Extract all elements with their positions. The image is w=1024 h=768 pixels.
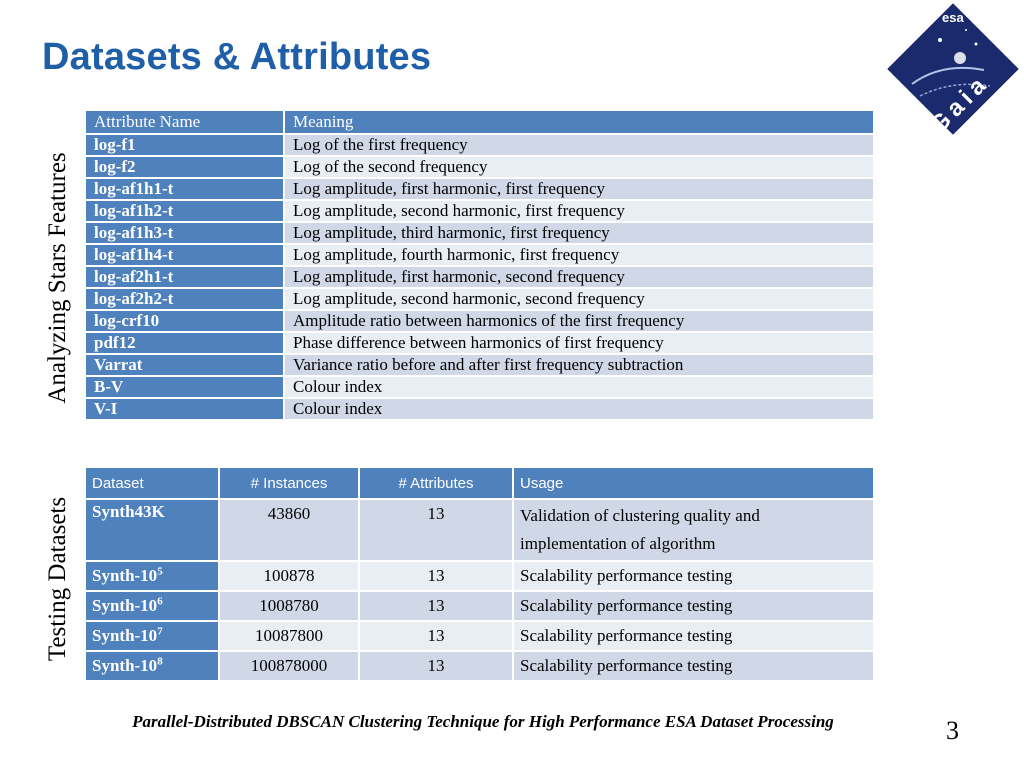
dataset-name: Synth-10 bbox=[92, 626, 158, 645]
usage-cell: Scalability performance testing bbox=[513, 561, 874, 591]
slide-title: Datasets & Attributes bbox=[42, 36, 432, 78]
instances-cell: 100878 bbox=[219, 561, 359, 591]
header-attributes: # Attributes bbox=[359, 467, 513, 499]
instances-cell: 10087800 bbox=[219, 621, 359, 651]
gaia-esa-logo-icon bbox=[880, 0, 1024, 140]
dataset-name-cell bbox=[85, 561, 219, 591]
header-dataset: Dataset bbox=[85, 467, 219, 499]
attributes-cell: 13 bbox=[359, 621, 513, 651]
attribute-meaning-cell: Log amplitude, second harmonic, first frequency bbox=[284, 200, 874, 222]
usage-cell: Scalability performance testing bbox=[513, 651, 874, 681]
table-row bbox=[85, 621, 874, 651]
attribute-name-cell: log-af1h4-t bbox=[85, 244, 284, 266]
attribute-meaning-cell: Amplitude ratio between harmonics of the first frequency bbox=[284, 310, 874, 332]
slide-footer: Parallel-Distributed DBSCAN Clustering Technique for High Performance ESA Dataset Processing bbox=[132, 712, 834, 731]
attribute-name-cell: pdf12 bbox=[85, 332, 284, 354]
header-meaning: Meaning bbox=[284, 110, 874, 134]
dataset-exponent: 8 bbox=[157, 655, 163, 668]
gaia-logo-text: Gaia bbox=[924, 68, 995, 139]
attribute-name-cell: log-f1 bbox=[85, 134, 284, 156]
attribute-name-cell: log-af2h1-t bbox=[85, 266, 284, 288]
table-row bbox=[85, 310, 874, 332]
instances-cell: 1008780 bbox=[219, 591, 359, 621]
table-row bbox=[85, 288, 874, 310]
usage-cell: Scalability performance testing bbox=[513, 591, 874, 621]
instances-cell: 100878000 bbox=[219, 651, 359, 681]
table-row bbox=[85, 200, 874, 222]
table-row bbox=[85, 266, 874, 288]
attribute-name-cell: log-af1h1-t bbox=[85, 178, 284, 200]
table-row bbox=[85, 244, 874, 266]
table-row bbox=[85, 561, 874, 591]
attributes-cell: 13 bbox=[359, 561, 513, 591]
header-instances: # Instances bbox=[219, 467, 359, 499]
dataset-exponent: 5 bbox=[157, 565, 163, 578]
usage-cell: Scalability performance testing bbox=[513, 621, 874, 651]
attribute-meaning-cell: Phase difference between harmonics of first frequency bbox=[284, 332, 874, 354]
usage-cell: Validation of clustering quality and implementation of algorithm bbox=[513, 499, 874, 561]
table-row bbox=[85, 178, 874, 200]
attribute-meaning-cell: Log amplitude, fourth harmonic, first frequency bbox=[284, 244, 874, 266]
attribute-meaning-cell: Log amplitude, second harmonic, second frequency bbox=[284, 288, 874, 310]
dataset-name: Synth43K bbox=[92, 502, 165, 521]
page-number: 3 bbox=[946, 716, 959, 745]
datasets-table bbox=[84, 466, 875, 682]
attribute-meaning-cell: Colour index bbox=[284, 398, 874, 420]
table-row bbox=[85, 332, 874, 354]
attribute-name-cell: log-af2h2-t bbox=[85, 288, 284, 310]
attribute-meaning-cell: Log of the second frequency bbox=[284, 156, 874, 178]
attributes-table bbox=[84, 109, 875, 421]
attribute-name-cell: B-V bbox=[85, 376, 284, 398]
attributes-cell: 13 bbox=[359, 591, 513, 621]
datasets-header-row bbox=[85, 467, 874, 499]
dataset-name: Synth-10 bbox=[92, 656, 158, 675]
attributes-cell: 13 bbox=[359, 651, 513, 681]
table-row bbox=[85, 354, 874, 376]
table-row bbox=[85, 398, 874, 420]
attribute-meaning-cell: Log amplitude, third harmonic, first frequency bbox=[284, 222, 874, 244]
table-row bbox=[85, 222, 874, 244]
table-row bbox=[85, 156, 874, 178]
table-row bbox=[85, 376, 874, 398]
attribute-name-cell: log-f2 bbox=[85, 156, 284, 178]
attribute-name-cell: log-af1h3-t bbox=[85, 222, 284, 244]
table-row bbox=[85, 499, 874, 561]
dataset-name-cell bbox=[85, 591, 219, 621]
dataset-exponent: 7 bbox=[157, 625, 163, 638]
attribute-meaning-cell: Variance ratio before and after first frequency subtraction bbox=[284, 354, 874, 376]
header-attribute-name: Attribute Name bbox=[85, 110, 284, 134]
attributes-header-row bbox=[85, 110, 874, 134]
header-usage: Usage bbox=[513, 467, 874, 499]
attribute-name-cell: Varrat bbox=[85, 354, 284, 376]
attribute-name-cell: log-af1h2-t bbox=[85, 200, 284, 222]
table-row bbox=[85, 591, 874, 621]
attribute-name-cell: V-I bbox=[85, 398, 284, 420]
attribute-meaning-cell: Log amplitude, first harmonic, first frequency bbox=[284, 178, 874, 200]
side-label-testing-datasets: Testing Datasets bbox=[44, 496, 71, 662]
dataset-name-cell bbox=[85, 621, 219, 651]
attribute-meaning-cell: Colour index bbox=[284, 376, 874, 398]
dataset-name-cell bbox=[85, 651, 219, 681]
instances-cell: 43860 bbox=[219, 499, 359, 561]
side-label-analyzing-stars: Analyzing Stars Features bbox=[44, 152, 71, 404]
dataset-exponent: 6 bbox=[157, 595, 163, 608]
table-row bbox=[85, 651, 874, 681]
esa-logo-text: esa bbox=[942, 10, 964, 25]
dataset-name: Synth-10 bbox=[92, 566, 158, 585]
attributes-cell: 13 bbox=[359, 499, 513, 561]
attribute-meaning-cell: Log of the first frequency bbox=[284, 134, 874, 156]
dataset-name: Synth-10 bbox=[92, 596, 158, 615]
attribute-name-cell: log-crf10 bbox=[85, 310, 284, 332]
dataset-name-cell bbox=[85, 499, 219, 561]
table-row bbox=[85, 134, 874, 156]
attribute-meaning-cell: Log amplitude, first harmonic, second frequency bbox=[284, 266, 874, 288]
